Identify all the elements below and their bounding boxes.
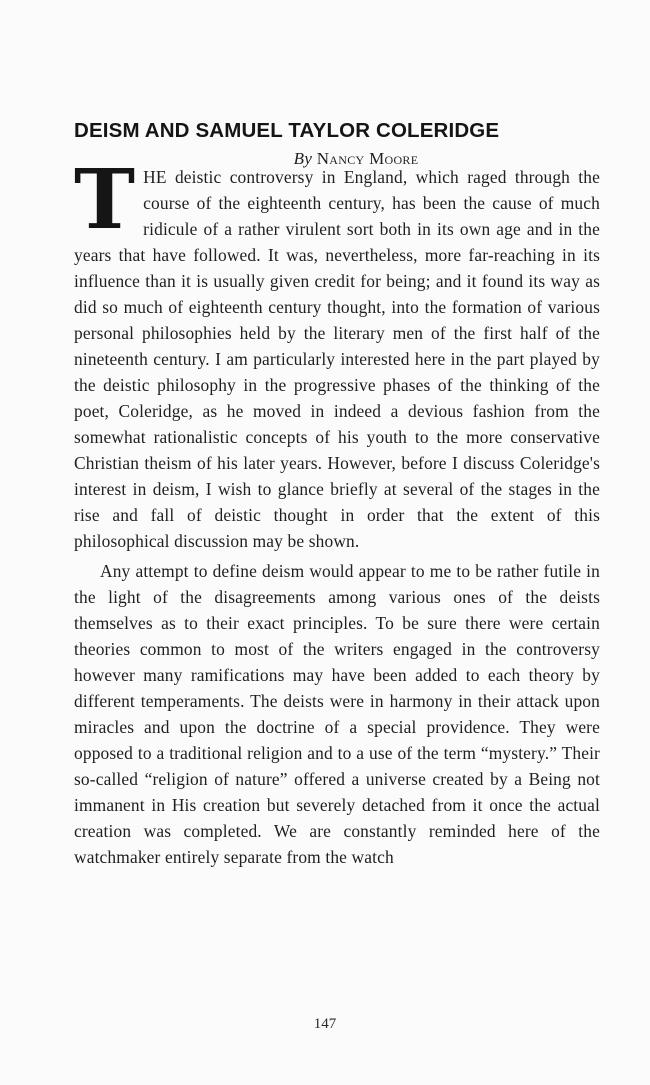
paragraph-1-text: HE deistic controversy in England, which raged through the course of the eighteenth century, has been the cause of much ridicule of a rather virulent sort both in its own age and in the years that have followed. It was, nevertheless, more far-reaching in its influence than it is usually given credit for being; and it found its way as did so much of eighteenth century thought, into the formation of various personal philosophies held by the literary men of the first half of the nineteenth century. I am particularly interested here in the part played by the deistic philosophy in the progressive phases of the thinking of the poet, Coleridge, as he moved in indeed a devious fashion from the somewhat rationalistic concepts of his youth to the more conservative Christian theism of his later years. However, before I discuss Coleridge's interest in deism, I wish to glance briefly at several of the stages in the rise and fall of deistic thought in order that the extent of this philosophical discussion may be shown.	[74, 167, 600, 551]
paragraph-2: Any attempt to define deism would appear to me to be rather futile in the light of the disagreements among various ones of the deists themselves as to their exact principles. To be sure there were certain theories common to most of the writers engaged in the controversy however many ramifications may have been added to each theory by different temperaments. The deists were in harmony in their attack upon miracles and upon the doctrine of a special providence. They were opposed to a traditional religion and to a use of the term “mystery.” Their so-called “religion of nature” offered a universe created by a Being not immanent in His creation but severely detached from it once the actual creation was completed. We are constantly reminded here of the watchmaker entirely separate from the watch	[74, 561, 600, 867]
article-title: DEISM AND SAMUEL TAYLOR COLERIDGE	[74, 119, 500, 142]
drop-cap: T	[74, 152, 136, 248]
page-number: 147	[313, 1016, 337, 1032]
article	[74, 118, 600, 870]
author-name: Nancy Moore	[316, 149, 419, 168]
byline-prefix: By	[293, 149, 313, 168]
